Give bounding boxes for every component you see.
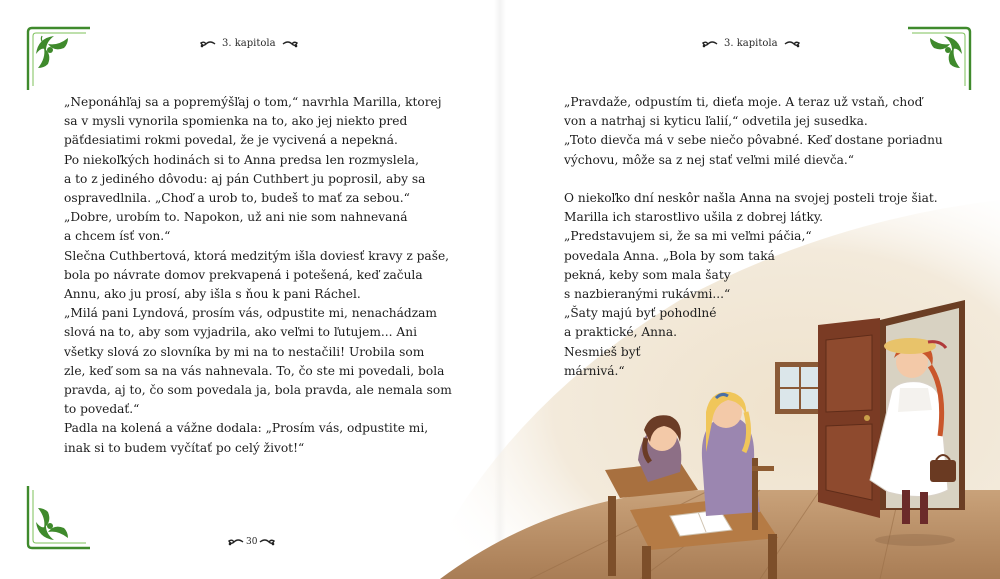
text-line: Nesmieš byť [564,344,641,359]
text-line: „Predstavujem si, že sa mi veľmi páčia,“ [564,229,812,244]
flourish-left-icon [702,39,718,49]
text-line: Marilla ich starostlivo ušila z dobrej látky. [564,210,824,225]
text-line: slová na to, aby som vyjadrila, ako veľmi to ľutujem... Ani [64,325,417,340]
text-line: zle, keď som sa na vás nahnevala. To, čo ste mi povedali, bola [64,363,445,378]
text-line: povedala Anna. „Bola by som taká [564,248,775,263]
paragraph-gap [564,170,944,189]
text-line: „Neponáhľaj sa a popremýšľaj o tom,“ navrhla Marilla, ktorej [64,95,442,109]
corner-ornament-bottom-left-icon [24,482,94,552]
text-line: von a natrhaj si kyticu ľalií,“ odvetila jej susedka. [564,114,868,129]
text-line: a chcem ísť von.“ [64,229,171,244]
text-line: „Toto dievča má v sebe niečo pôvabné. Keď dostane poriadnu [564,133,943,148]
text-line: výchovu, môže sa z nej stať veľmi milé dievča.“ [564,152,855,167]
flourish-right-icon [784,39,800,49]
page-number [228,537,275,547]
corner-ornament-top-left-icon [24,24,94,94]
text-line: pekná, keby som mala šaty [564,267,731,282]
text-line: sa v mysli vynorila spomienka na to, ako jej niekto pred [64,114,408,129]
text-line: márnivá.“ [564,363,625,378]
running-head-text: 3. kapitola [724,38,778,49]
text-line: všetky slová zo slovníka by mi na to nestačili! Urobila som [64,344,425,359]
corner-ornament-top-right-icon [904,24,974,94]
flourish-left-icon [200,39,216,49]
text-line: „Pravdaže, odpustím ti, dieťa moje. A teraz už vstaň, choď [564,95,923,109]
text-line: inak si to budem vyčítať po celý život!“ [64,440,305,455]
text-line: päťdesiatimi rokmi povedal, že je vycivená a nepekná. [64,133,398,148]
text-line: Annu, ako ju prosí, aby išla s ňou k pani Ráchel. [64,287,361,302]
text-line: Slečna Cuthbertová, ktorá medzitým išla doviesť kravy z paše, [64,248,450,263]
text-line: to povedať.“ [64,402,140,417]
page-number-flourish-left-icon [228,537,244,547]
right-page [500,0,1000,579]
text-line: Po niekoľkých hodinách si to Anna predsa len rozmyslela, [64,152,419,167]
text-line: „Milá pani Lyndová, prosím vás, odpustite mi, nenachádzam [64,306,437,321]
text-line: Padla na kolená a vážne dodala: „Prosím vás, odpustite mi, [64,421,429,436]
text-line: a to z jediného dôvodu: aj pán Cuthbert ju poprosil, aby sa [64,171,426,186]
text-line: s nazbieranými rukávmi...“ [564,287,731,302]
text-line: ospravedlnila. „Choď a urob to, budeš to mať za sebou.“ [64,191,410,206]
right-body-text [564,93,944,381]
text-line: pravda, aj to, čo som povedala ja, bola pravda, ale nemala som [64,383,452,398]
flourish-right-icon [282,39,298,49]
text-line: „Šaty majú byť pohodlné [564,306,717,321]
running-head [702,38,800,49]
text-line: „Dobre, urobím to. Napokon, už ani nie som nahnevaná [64,210,408,225]
page-number-text: 30 [246,537,258,547]
text-line: bola po návrate domov prekvapená i potešená, keď začula [64,267,423,282]
text-line: O niekoľko dní neskôr našla Anna na svojej posteli troje šiat. [564,191,938,205]
running-head-text: 3. kapitola [222,38,276,49]
text-line: a praktické, Anna. [564,325,678,340]
running-head [200,38,298,49]
page-number-flourish-right-icon [259,537,275,547]
